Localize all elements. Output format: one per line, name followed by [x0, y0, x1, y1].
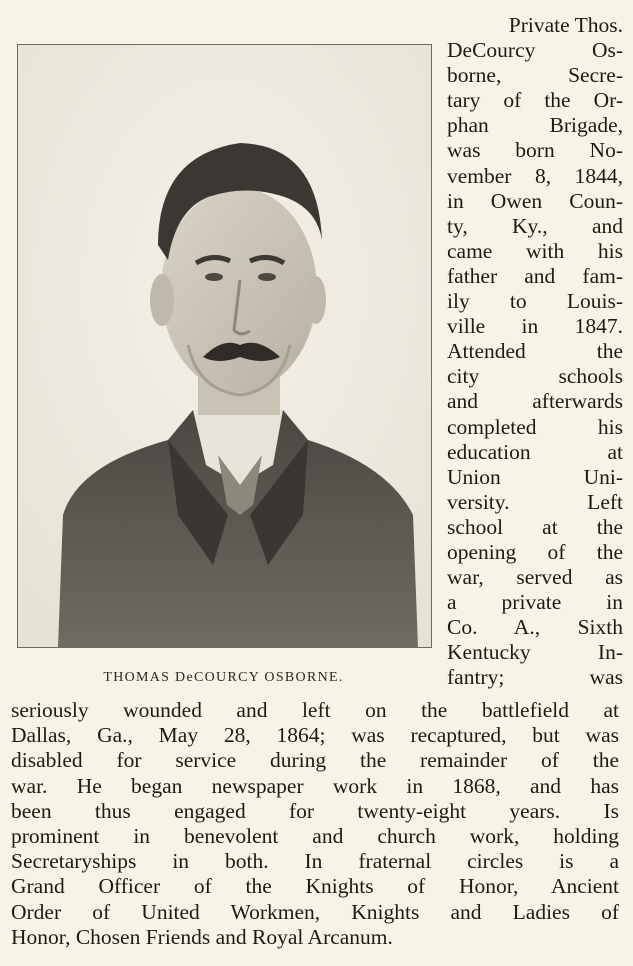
text-line: disabled for service during the remainder of the — [11, 748, 619, 773]
text-line: vember 8, 1844, — [447, 163, 623, 188]
text-line: a private in — [447, 590, 623, 615]
text-line: prominent in benevolent and church work, holding — [11, 823, 619, 848]
text-line: ty, Ky., and — [447, 213, 623, 238]
text-line: ily to Louis- — [447, 289, 623, 314]
text-line: was born No- — [447, 138, 623, 163]
narrow-text-column — [447, 13, 623, 691]
text-line: war, served as — [447, 565, 623, 590]
text-line: Order of United Workmen, Knights and Ladies of — [11, 899, 619, 924]
portrait-caption: THOMAS DeCOURCY OSBORNE. — [103, 670, 344, 685]
portrait-photo — [17, 44, 432, 648]
text-line: in Owen Coun- — [447, 188, 623, 213]
text-line: been thus engaged for twenty-eight years. Is — [11, 798, 619, 823]
text-line: phan Brigade, — [447, 113, 623, 138]
text-line: Co. A., Sixth — [447, 615, 623, 640]
text-line: school at the — [447, 514, 623, 539]
text-line: Dallas, Ga., May 28, 1864; was recaptured, but was — [11, 723, 619, 748]
text-line: father and fam- — [447, 263, 623, 288]
text-line: ville in 1847. — [447, 314, 623, 339]
text-line: DeCourcy Os- — [447, 38, 623, 63]
text-line: tary of the Or- — [447, 88, 623, 113]
portrait-engraving — [18, 45, 431, 647]
text-line: seriously wounded and left on the battlefield at — [11, 698, 619, 722]
text-line: Secretaryships in both. In fraternal circles is a — [11, 849, 619, 874]
text-line: opening of the — [447, 539, 623, 564]
text-line: came with his — [447, 238, 623, 263]
text-line: Attended the — [447, 339, 623, 364]
text-line: education at — [447, 439, 623, 464]
text-line: city schools — [447, 364, 623, 389]
text-line: Honor, Chosen Friends and Royal Arcanum. — [11, 924, 393, 949]
text-line: Grand Officer of the Knights of Honor, Ancient — [11, 874, 619, 899]
text-line: Kentucky In- — [447, 640, 623, 665]
text-line: fantry; was — [447, 665, 623, 690]
text-line: completed his — [447, 414, 623, 439]
text-line: Private Thos. — [508, 13, 623, 37]
text-line: Union Uni- — [447, 464, 623, 489]
text-line: borne, Secre- — [447, 63, 623, 88]
text-line: war. He began newspaper work in 1868, and has — [11, 773, 619, 798]
text-line: versity. Left — [447, 489, 623, 514]
text-line: and afterwards — [447, 389, 623, 414]
full-width-paragraph — [11, 698, 619, 950]
